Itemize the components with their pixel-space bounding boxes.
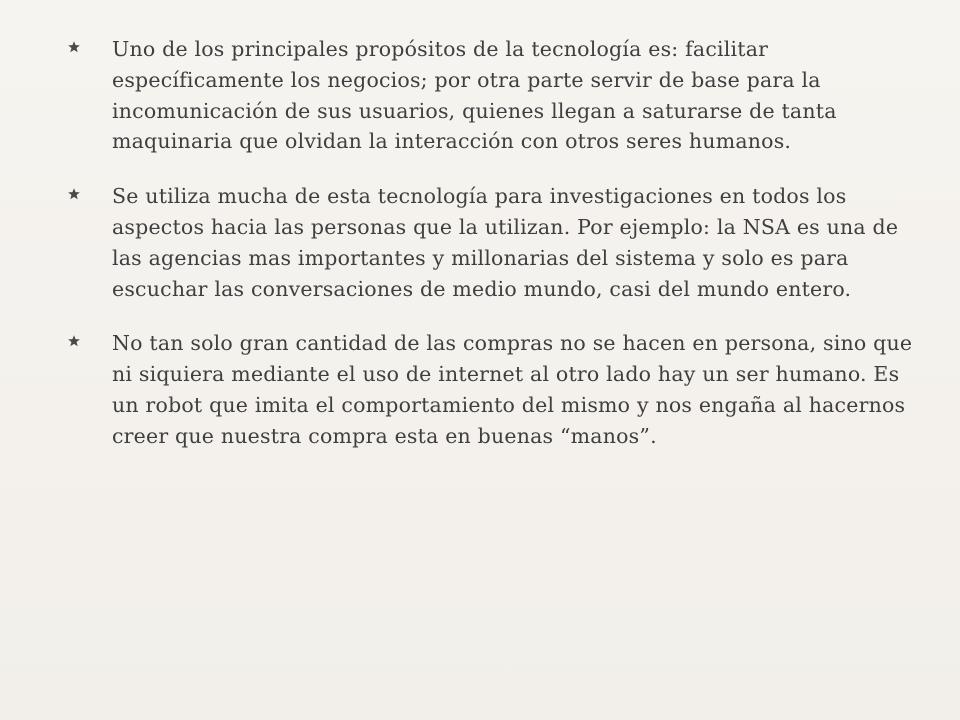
star-bullet-icon bbox=[66, 334, 82, 350]
bullet-text-1: Uno de los principales propósitos de la tecnología es: facilitar específicamente los negocios; por otra parte servir de base para la incomunicación de sus usuarios, quienes llegan a saturarse de tanta maquinaria que olvidan la interacción con otros seres humanos. bbox=[112, 37, 837, 154]
bullet-item-2 bbox=[66, 181, 916, 304]
star-bullet-icon bbox=[66, 187, 82, 203]
bullet-text-3: No tan solo gran cantidad de las compras no se hacen en persona, sino que ni siquiera mediante el uso de internet al otro lado hay un ser humano. Es un robot que imita el comportamiento del mismo y nos engaña al hacernos creer que nuestra compra esta en buenas “manos”. bbox=[112, 331, 913, 448]
bullet-list bbox=[66, 34, 916, 476]
bullet-item-3 bbox=[66, 328, 916, 451]
bullet-item-1 bbox=[66, 34, 916, 157]
bullet-text-2: Se utiliza mucha de esta tecnología para investigaciones en todos los aspectos hacia las personas que la utilizan. Por ejemplo: la NSA es una de las agencias mas importantes y millonarias del sistema y solo es para escuchar las conversaciones de medio mundo, casi del mundo entero. bbox=[112, 184, 899, 301]
star-bullet-icon bbox=[66, 40, 82, 56]
